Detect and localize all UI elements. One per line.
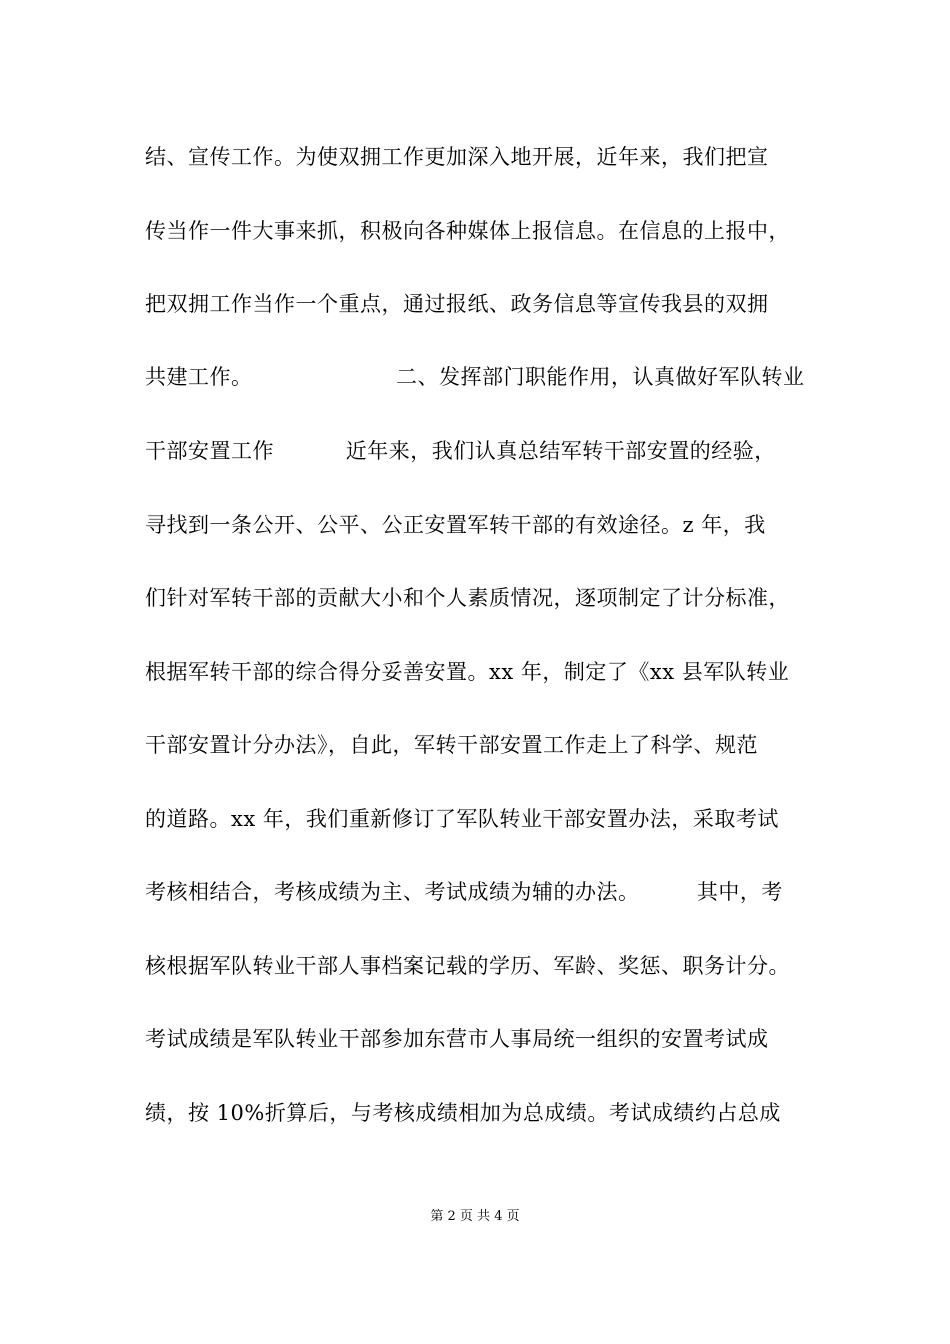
body-text-line: 考核相结合，考核成绩为主、考试成绩为辅的办法。 其中，考 bbox=[145, 880, 783, 904]
body-text-line: 共建工作。 二、发挥部门职能作用，认真做好军队转业 bbox=[145, 365, 805, 389]
body-text-line: 的道路。xx 年，我们重新修订了军队转业干部安置办法，采取考试 bbox=[145, 807, 779, 831]
body-text-line: 传当作一件大事来抓，积极向各种媒体上报信息。在信息的上报中， bbox=[145, 219, 790, 243]
body-text-line: 们针对军转干部的贡献大小和个人素质情况，逐项制定了计分标准， bbox=[145, 586, 790, 610]
body-text-line: 根据军转干部的综合得分妥善安置。xx 年，制定了《xx 县军队转业 bbox=[145, 660, 790, 684]
body-text-line: 结、宣传工作。为使双拥工作更加深入地开展，近年来，我们把宣 bbox=[145, 145, 769, 169]
body-text-line: 绩，按 10%折算后，与考核成绩相加为总成绩。考试成绩约占总成 bbox=[145, 1101, 781, 1125]
body-text-line: 干部安置工作 近年来，我们认真总结军转干部安置的经验， bbox=[145, 439, 776, 463]
body-text-line: 寻找到一条公开、公平、公正安置军转干部的有效途径。z 年，我 bbox=[145, 513, 766, 537]
body-text-line: 干部安置计分办法》，自此，军转干部安置工作走上了科学、规范 bbox=[145, 733, 758, 757]
body-text-line: 把双拥工作当作一个重点，通过报纸、政务信息等宣传我县的双拥 bbox=[145, 292, 769, 316]
body-text-line: 核根据军队转业干部人事档案记载的学历、军龄、奖惩、职务计分。 bbox=[145, 954, 790, 978]
page-footer: 第 2 页 共 4 页 bbox=[430, 1209, 520, 1224]
body-text-line: 考试成绩是军队转业干部参加东营市人事局统一组织的安置考试成 bbox=[145, 1027, 769, 1051]
